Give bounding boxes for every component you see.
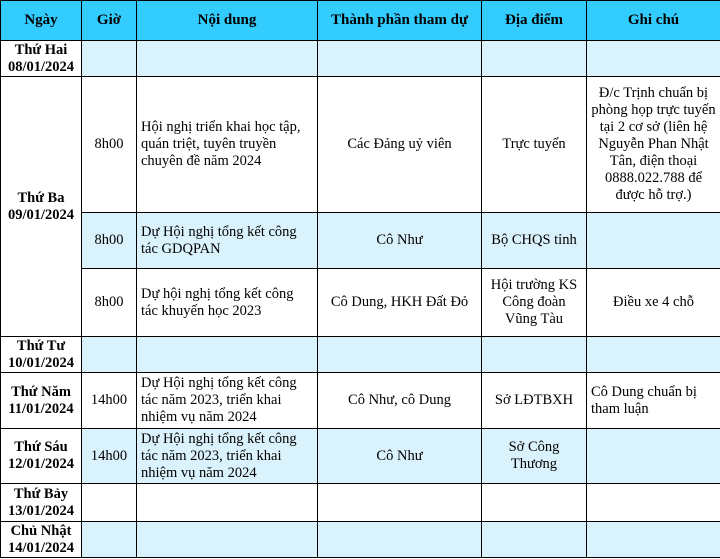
notes-cell: Cô Dung chuẩn bị tham luận: [587, 373, 720, 429]
content-cell: [137, 522, 318, 558]
attendees-cell: [318, 522, 482, 558]
location-cell: [482, 484, 587, 522]
day-cell-tuesday: [1, 77, 82, 337]
notes-cell: [587, 41, 720, 77]
notes-cell: [587, 429, 720, 484]
location-cell: Sở LĐTBXH: [482, 373, 587, 429]
header-notes: Ghi chú: [587, 1, 720, 41]
day-name: Thứ Ba: [17, 189, 65, 206]
table-row: [1, 77, 720, 213]
attendees-cell: Cô Dung, HKH Đất Đỏ: [318, 269, 482, 337]
header-content: Nội dung: [137, 1, 318, 41]
table-row: [1, 484, 720, 522]
day-date: 12/01/2024: [7, 456, 75, 472]
table-row: [1, 429, 720, 484]
day-cell-monday: [1, 41, 82, 77]
attendees-cell: Các Đảng uỷ viên: [318, 77, 482, 213]
time-cell: 8h00: [82, 269, 137, 337]
notes-cell: Đ/c Trịnh chuẩn bị phòng họp trực tuyến tại 2 cơ sở (liên hệ Nguyễn Phan Nhật Tân, điện thoại 0888.022.788 để được hỗ trợ.): [587, 77, 720, 213]
day-cell-wednesday: [1, 337, 82, 373]
header-time: Giờ: [82, 1, 137, 41]
content-cell: Dự Hội nghị tổng kết công tác GDQPAN: [137, 213, 318, 269]
table-row: [1, 269, 720, 337]
time-cell: 8h00: [82, 213, 137, 269]
notes-cell: [587, 522, 720, 558]
time-cell: 8h00: [82, 77, 137, 213]
location-cell: [482, 41, 587, 77]
time-cell: [82, 41, 137, 77]
day-name: Thứ Sáu: [14, 439, 68, 455]
day-date: 13/01/2024: [7, 502, 75, 519]
attendees-cell: Cô Như, cô Dung: [318, 373, 482, 429]
time-cell: [82, 522, 137, 558]
table-row: [1, 41, 720, 77]
attendees-cell: [318, 337, 482, 373]
day-cell-thursday: [1, 373, 82, 429]
header-attendees: Thành phần tham dự: [318, 1, 482, 41]
time-cell: [82, 484, 137, 522]
table-row: [1, 337, 720, 373]
notes-cell: [587, 337, 720, 373]
content-cell: Dự Hội nghị tổng kết công tác năm 2023, triển khai nhiệm vụ năm 2024: [137, 429, 318, 484]
day-date: 08/01/2024: [7, 58, 75, 75]
day-cell-sunday: [1, 522, 82, 558]
attendees-cell: [318, 41, 482, 77]
content-cell: [137, 484, 318, 522]
day-date: 09/01/2024: [7, 206, 75, 223]
location-cell: Hội trường KS Công đoàn Vũng Tàu: [482, 269, 587, 337]
notes-cell: [587, 484, 720, 522]
content-cell: Hội nghị triển khai học tập, quán triệt, tuyên truyền chuyên đề năm 2024: [137, 77, 318, 213]
day-name: Thứ Hai: [14, 41, 68, 58]
content-cell: Dự Hội nghị tổng kết công tác năm 2023, triển khai nhiệm vụ năm 2024: [137, 373, 318, 429]
table-row: [1, 373, 720, 429]
location-cell: Sở Công Thương: [482, 429, 587, 484]
content-cell: Dự hội nghị tổng kết công tác khuyến học 2023: [137, 269, 318, 337]
table-row: [1, 213, 720, 269]
day-name: Chủ Nhật: [10, 522, 72, 539]
table-row: [1, 522, 720, 558]
attendees-cell: Cô Như: [318, 429, 482, 484]
day-name: Thứ Tư: [16, 337, 66, 354]
time-cell: 14h00: [82, 429, 137, 484]
location-cell: [482, 522, 587, 558]
day-date: 14/01/2024: [7, 539, 75, 556]
day-date: 10/01/2024: [7, 354, 75, 371]
location-cell: Trực tuyến: [482, 77, 587, 213]
time-cell: [82, 337, 137, 373]
day-cell-saturday: [1, 484, 82, 522]
attendees-cell: Cô Như: [318, 213, 482, 269]
location-cell: Bộ CHQS tỉnh: [482, 213, 587, 269]
day-name: Thứ Bảy: [13, 485, 69, 502]
location-cell: [482, 337, 587, 373]
header-day: Ngày: [1, 1, 82, 41]
attendees-cell: [318, 484, 482, 522]
day-name: Thứ Năm: [11, 383, 71, 400]
time-cell: 14h00: [82, 373, 137, 429]
notes-cell: Điều xe 4 chỗ: [587, 269, 720, 337]
header-row: [1, 1, 720, 41]
day-date: 11/01/2024: [8, 400, 74, 417]
content-cell: [137, 41, 318, 77]
day-cell-friday: [1, 429, 82, 484]
content-cell: [137, 337, 318, 373]
header-location: Địa điểm: [482, 1, 587, 41]
notes-cell: [587, 213, 720, 269]
